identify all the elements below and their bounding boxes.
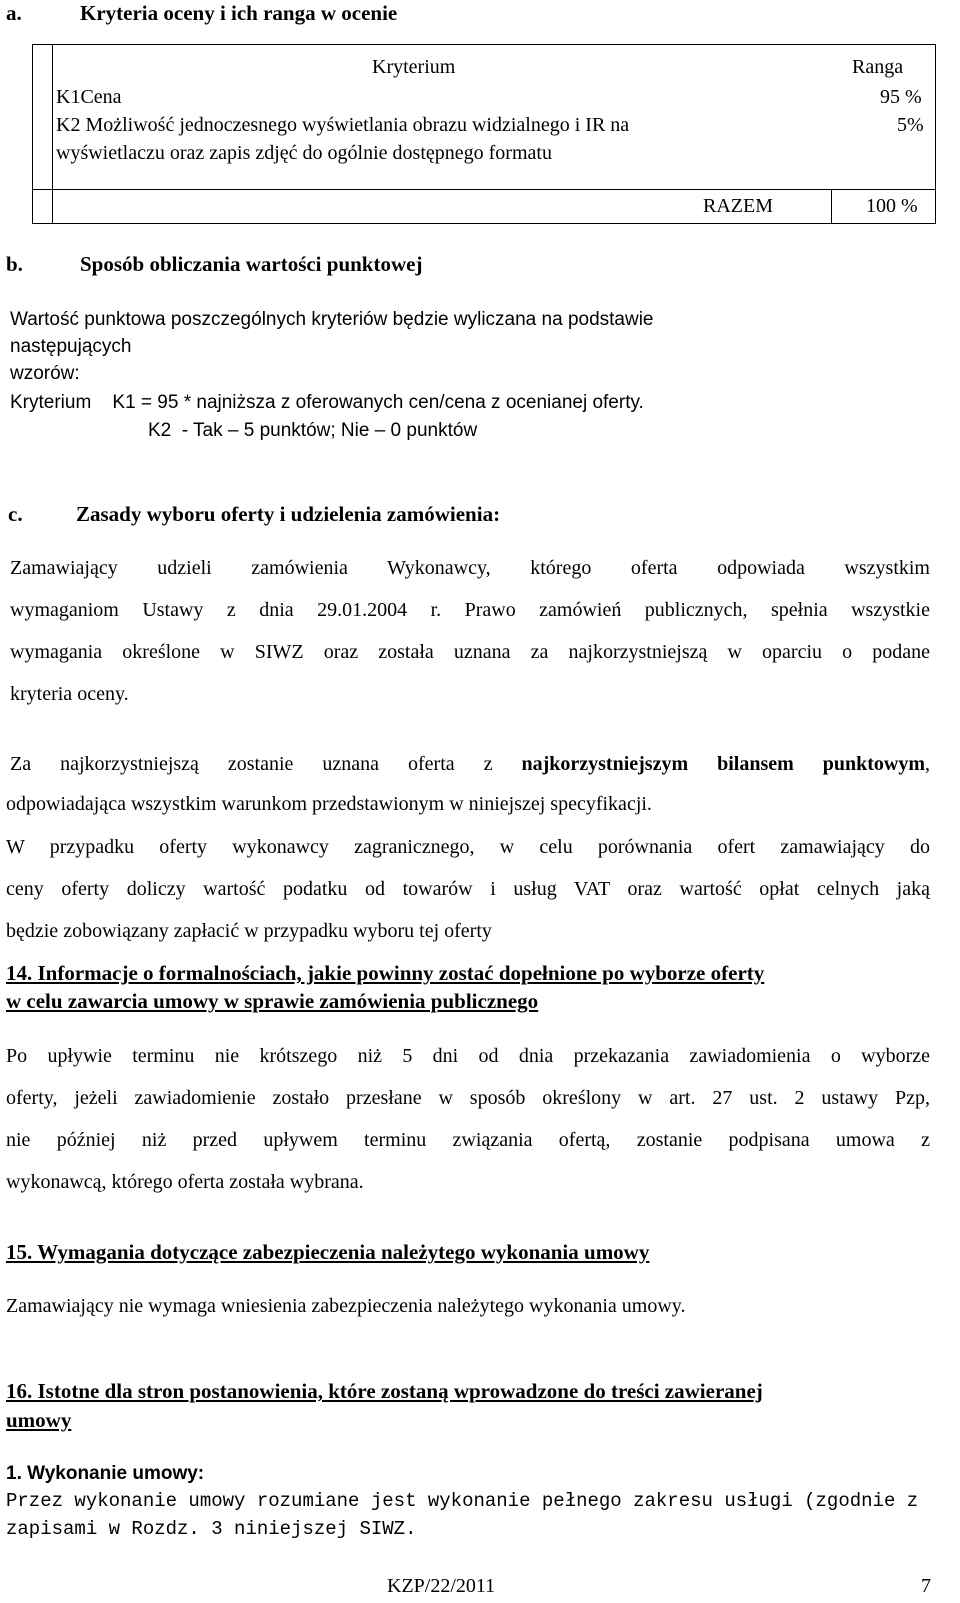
table-header-criterion: Kryterium [372,56,456,78]
section-b-line-1: Wartość punktowa poszczególnych kryteriów będzie wyliczana na podstawie [10,309,654,330]
footer-page-number: 7 [921,1575,931,1597]
section-c-para3-line-2: ceny oferty doliczy wartość podatku od towarów i usług VAT oraz wartość opłat celnych jaką [6,878,930,900]
section-15-title: 15. Wymagania dotyczące zabezpieczenia należytego wykonania umowy [6,1240,650,1264]
section-c-para1-line-2: wymaganiom Ustawy z dnia 29.01.2004 r. Prawo zamówień publicznych, spełnia wszystkie [10,599,930,621]
section-14-para-line-2: oferty, jeżeli zawiadomienie zostało przesłane w sposób określony w art. 27 ust. 2 ustawy Pzp, [6,1087,930,1109]
table-row-2-criterion-line-1: K2 Możliwość jednoczesnego wyświetlania obrazu widzialnego i IR na [56,114,630,136]
section-c-marker: c. [8,502,23,526]
section-b-formula-k1: Kryterium K1 = 95 * najniższa z oferowanych cen/cena z ocenianej oferty. [10,392,644,413]
section-16-title-line-2: umowy [6,1408,72,1432]
section-c-title: Zasady wyboru oferty i udzielenia zamówienia: [76,502,501,526]
section-c-para1-line-1: Zamawiający udzieli zamówienia Wykonawcy, którego oferta odpowiada wszystkim [10,557,930,579]
section-16-text-line-1: Przez wykonanie umowy rozumiane jest wykonanie pełnego zakresu usługi (zgodnie z [6,1490,919,1512]
section-c-para1-line-3: wymagania określone w SIWZ oraz została uznana za najkorzystniejszą w oparciu o podane [10,641,930,663]
section-16-text-line-2: zapisami w Rozdz. 3 niniejszej SIWZ. [6,1518,417,1540]
section-c-para2-line-2: odpowiadająca wszystkim warunkom przedstawionym w niniejszej specyfikacji. [6,793,652,815]
table-total-value: 100 % [866,195,918,217]
section-14-para-line-1: Po upływie terminu nie krótszego niż 5 dni od dnia przekazania zawiadomienia o wyborze [6,1045,930,1067]
section-b-formula-k2: K2 - Tak – 5 punktów; Nie – 0 punktów [148,420,478,441]
section-16-subtitle: 1. Wykonanie umowy: [6,1463,205,1484]
section-16-title-line-1: 16. Istotne dla stron postanowienia, które zostaną wprowadzone do treści zawieranej [6,1379,763,1403]
table-row-2-criterion-line-2: wyświetlaczu oraz zapis zdjęć do ogólnie dostępnego formatu [56,142,552,164]
table-row-1-rank: 95 % [880,86,922,108]
section-c-para3-line-3: będzie zobowiązany zapłacić w przypadku wyboru tej oferty [6,920,492,942]
section-14-para-line-3: nie później niż przed upływem terminu związania ofertą, zostanie podpisana umowa z [6,1129,930,1151]
section-c-para3-line-1: W przypadku oferty wykonawcy zagranicznego, w celu porównania ofert zamawiający do [6,836,930,858]
table-header-rank: Ranga [852,56,904,78]
section-c-para1-line-4: kryteria oceny. [10,683,129,705]
section-15-text: Zamawiający nie wymaga wniesienia zabezpieczenia należytego wykonania umowy. [6,1295,686,1317]
section-b-line-3: wzorów: [10,363,80,384]
section-c-para2-line-1: Za najkorzystniejszą zostanie uznana oferta z najkorzystniejszym bilansem punktowym, [10,753,930,775]
table-row-1-criterion: K1Cena [56,86,122,108]
section-b-line-2: następujących [10,336,132,357]
section-a-marker: a. [6,1,22,25]
table-total-label: RAZEM [703,195,773,217]
section-14-para-line-4: wykonawcą, którego oferta została wybrana. [6,1171,364,1193]
section-b-marker: b. [6,252,23,276]
section-14-title-line-1: 14. Informacje o formalnościach, jakie powinny zostać dopełnione po wyborze oferty [6,961,765,985]
table-row-2-rank: 5% [897,114,924,136]
section-a-title: Kryteria oceny i ich ranga w ocenie [80,1,398,25]
section-b-title: Sposób obliczania wartości punktowej [80,252,423,276]
footer-doc-ref: KZP/22/2011 [387,1575,496,1597]
section-14-title-line-2: w celu zawarcia umowy w sprawie zamówienia publicznego [6,989,539,1013]
